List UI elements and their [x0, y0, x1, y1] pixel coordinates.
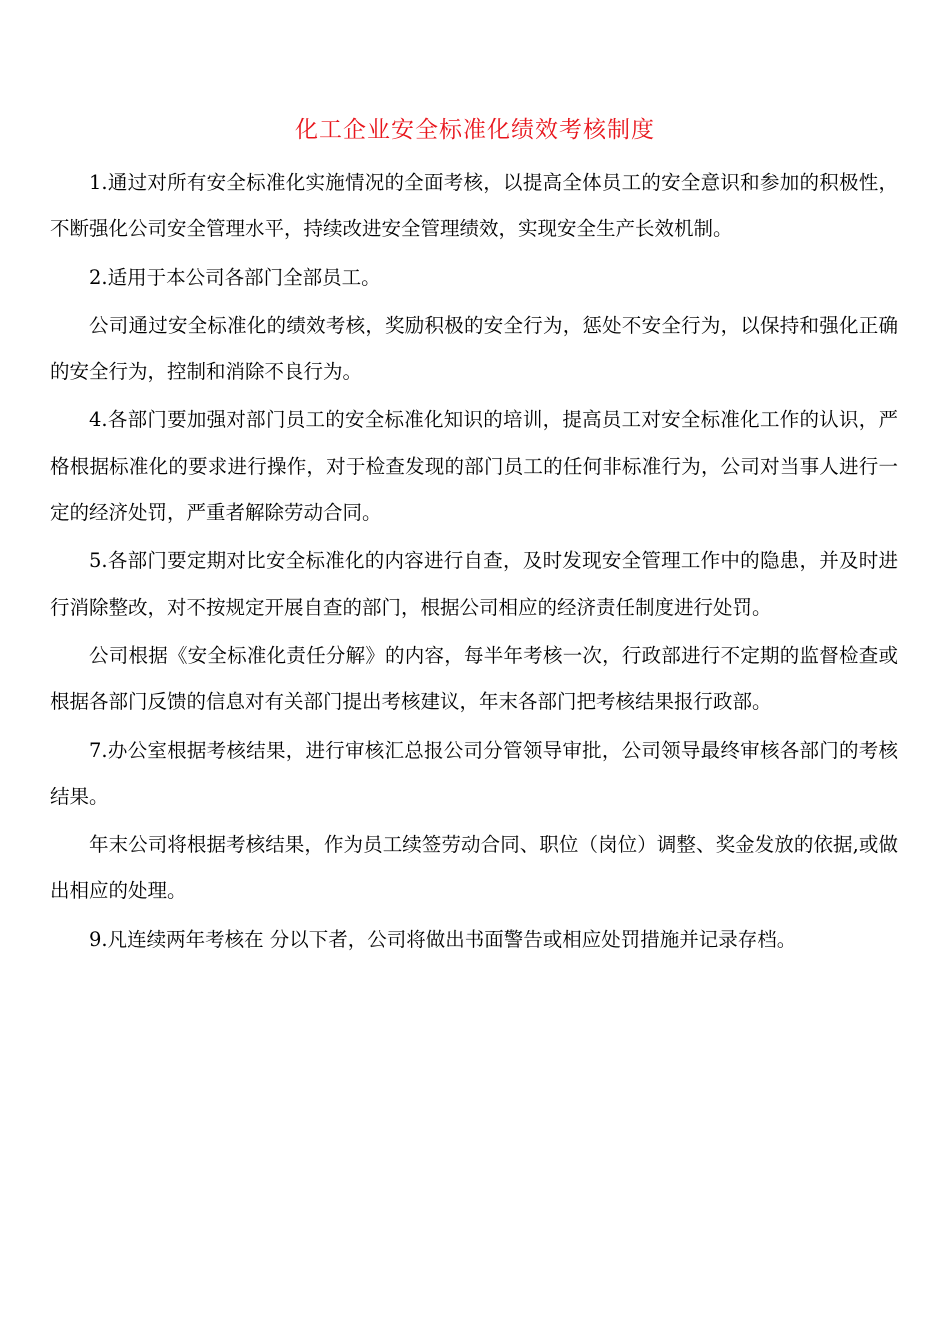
paragraph-9: 9.凡连续两年考核在 分以下者，公司将做出书面警告或相应处罚措施并记录存档。: [89, 927, 797, 951]
paragraph-8: 年末公司将根据考核结果，作为员工续签劳动合同、职位（岗位）调整、奖金发放的依据,或做出相应的处理。: [50, 833, 898, 903]
document-body: [50, 160, 898, 965]
paragraph-3: 公司通过安全标准化的绩效考核，奖励积极的安全行为，惩处不安全行为，以保持和强化正确的安全行为，控制和消除不良行为。: [50, 313, 898, 384]
paragraph-6: 公司根据《安全标准化责任分解》的内容，每半年考核一次，行政部进行不定期的监督检查或根据各部门反馈的信息对有关部门提出考核建议，年末各部门把考核结果报行政部。: [50, 643, 898, 714]
document-title: 化工企业安全标准化绩效考核制度: [295, 117, 655, 143]
paragraph-1: 1.通过对所有安全标准化实施情况的全面考核，以提高全体员工的安全意识和参加的积极性，不断强化公司安全管理水平，持续改进安全管理绩效，实现安全生产长效机制。: [50, 171, 898, 241]
paragraph-7: 7.办公室根据考核结果，进行审核汇总报公司分管领导审批，公司领导最终审核各部门的考核结果。: [50, 738, 898, 808]
paragraph-4: 4.各部门要加强对部门员工的安全标准化知识的培训，提高员工对安全标准化工作的认识，严格根据标准化的要求进行操作，对于检查发现的部门员工的任何非标准行为，公司对当事人进行一定的经济处罚，严重者解除劳动合同。: [50, 408, 898, 525]
paragraph-2: 2.适用于本公司各部门全部员工。: [89, 265, 381, 289]
paragraph-5: 5.各部门要定期对比安全标准化的内容进行自查，及时发现安全管理工作中的隐患，并及时进行消除整改，对不按规定开展自查的部门，根据公司相应的经济责任制度进行处罚。: [50, 549, 898, 619]
